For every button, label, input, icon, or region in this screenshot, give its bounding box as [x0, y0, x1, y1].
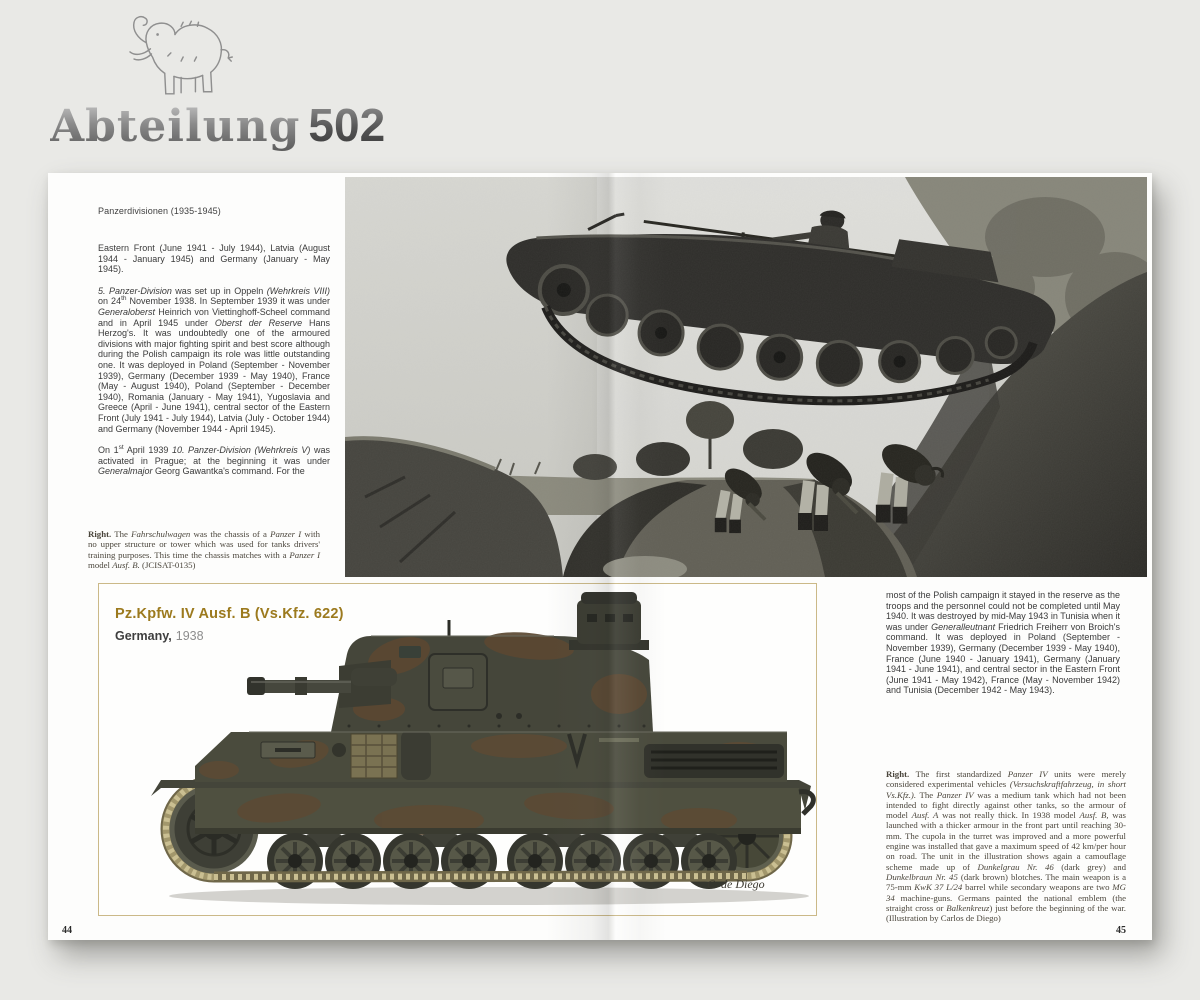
plate-title: Pz.Kpfw. IV Ausf. B (Vs.Kfz. 622) — [115, 606, 344, 622]
brand-number: 502 — [308, 99, 386, 151]
page-spread — [48, 173, 1152, 940]
plate-subtitle — [115, 629, 204, 643]
plate-caption: Right. The first standardized Panzer IV units were merely considered experimental vehicles (Versuchskraftfahrzeug, in short Vs.Kfz.). The Panzer IV was a medium tank which had not been intended to fight directly against other tanks, so the armour of model Ausf. A was not really thick. In 1938 model Ausf. B, was launched with a thicker armour in the front part until reaching 30-mm. The cupola in the turret was improved and a more powerful engine was installed that gave a maximum speed of 42 km/per hour on road. The unit in the illustration shows again a camouflage scheme made up of Dunkelgrau Nr. 46 (dark grey) and Dunkelbraun Nr. 45 (dark brown) blotches. The main weapon is a 75-mm KwK 37 L/24 barrel while secondary weapons are two MG 34 machine-guns. Germans painted the national emblem (the straight cross or Balkenkreuz) just before the beginning of the war. (Illustration by Carlos de Diego) — [886, 769, 1127, 924]
paragraph: Eastern Front (June 1941 - July 1944), Latvia (August 1944 - January 1945) and Germany (January - May 1945). — [98, 243, 330, 275]
brand-word: Abteilung — [50, 101, 301, 152]
paragraph: On 1st April 1939 10. Panzer-Division (Wehrkreis V) was activated in Prague; at the beginning it was under Generalmajor Georg Gawantka's command. For the — [98, 444, 330, 477]
paragraph: 5. Panzer-Division was set up in Oppeln (Wehrkreis VIII) on 24th November 1938. In September 1939 it was under Generaloberst Heinrich von Viettinghoff-Scheel command and in April 1945 under Oberst der Reserve Hans Herzog's. It was undoubtedly one of the armoured divisions with major fighting spirit and best score although during the Polish campaign its role was little outstanding one. It was deployed in Poland (September - November 1939), Germany (December 1939 - May 1940), France (May - August 1940), Poland (September - December 1940), Romania (January - May 1941), Yugoslavia and Greece (April - June 1941), central sector of the Eastern Front (July 1941 - July 1944), Latvia (July - October 1944) and Germany (November 1944 - April 1945). — [98, 285, 330, 434]
colour-plate — [98, 583, 817, 916]
page-number-right: 45 — [1116, 925, 1126, 936]
left-body-column — [98, 243, 330, 488]
running-head: Panzerdivisionen (1935-1945) — [98, 206, 221, 216]
right-body-column — [886, 590, 1120, 696]
page-number-left: 44 — [62, 925, 72, 936]
plate-year: 1938 — [175, 629, 204, 643]
illustrator-signature: C. de Diego — [707, 877, 765, 891]
publisher-logo — [48, 10, 386, 160]
photo-caption: Right. The Fahrschulwagen was the chassis of a Panzer I with no upper structure or tower which was used for tanks drivers' training purposes. This time the chassis matches with a Panzer I model Ausf. B. (JCISAT-0135) — [88, 529, 320, 570]
brand-wordmark — [50, 98, 385, 152]
panzer-iv-illustration — [99, 584, 816, 915]
paragraph: most of the Polish campaign it stayed in the reserve as the troops and the personnel could not be completed until May 1940. It was destroyed by mid-May 1943 in Tunisia when it was under Generalleutnant Friedrich Freiherr von Broich's command. It was deployed in Poland (September - November 1939), Germany (December 1939 - May 1940), France (June 1940 - January 1941), Germany (January 1941 - June 1941), and central sector in the Eastern Front (June 1941 - May 1942), France (May - November 1942) and Tunisia (December 1942 - May 1943). — [886, 590, 1120, 696]
plate-country: Germany, — [115, 629, 172, 643]
photo-panzer-i-jumping-trench — [345, 177, 1147, 577]
mammoth-icon — [106, 12, 246, 102]
